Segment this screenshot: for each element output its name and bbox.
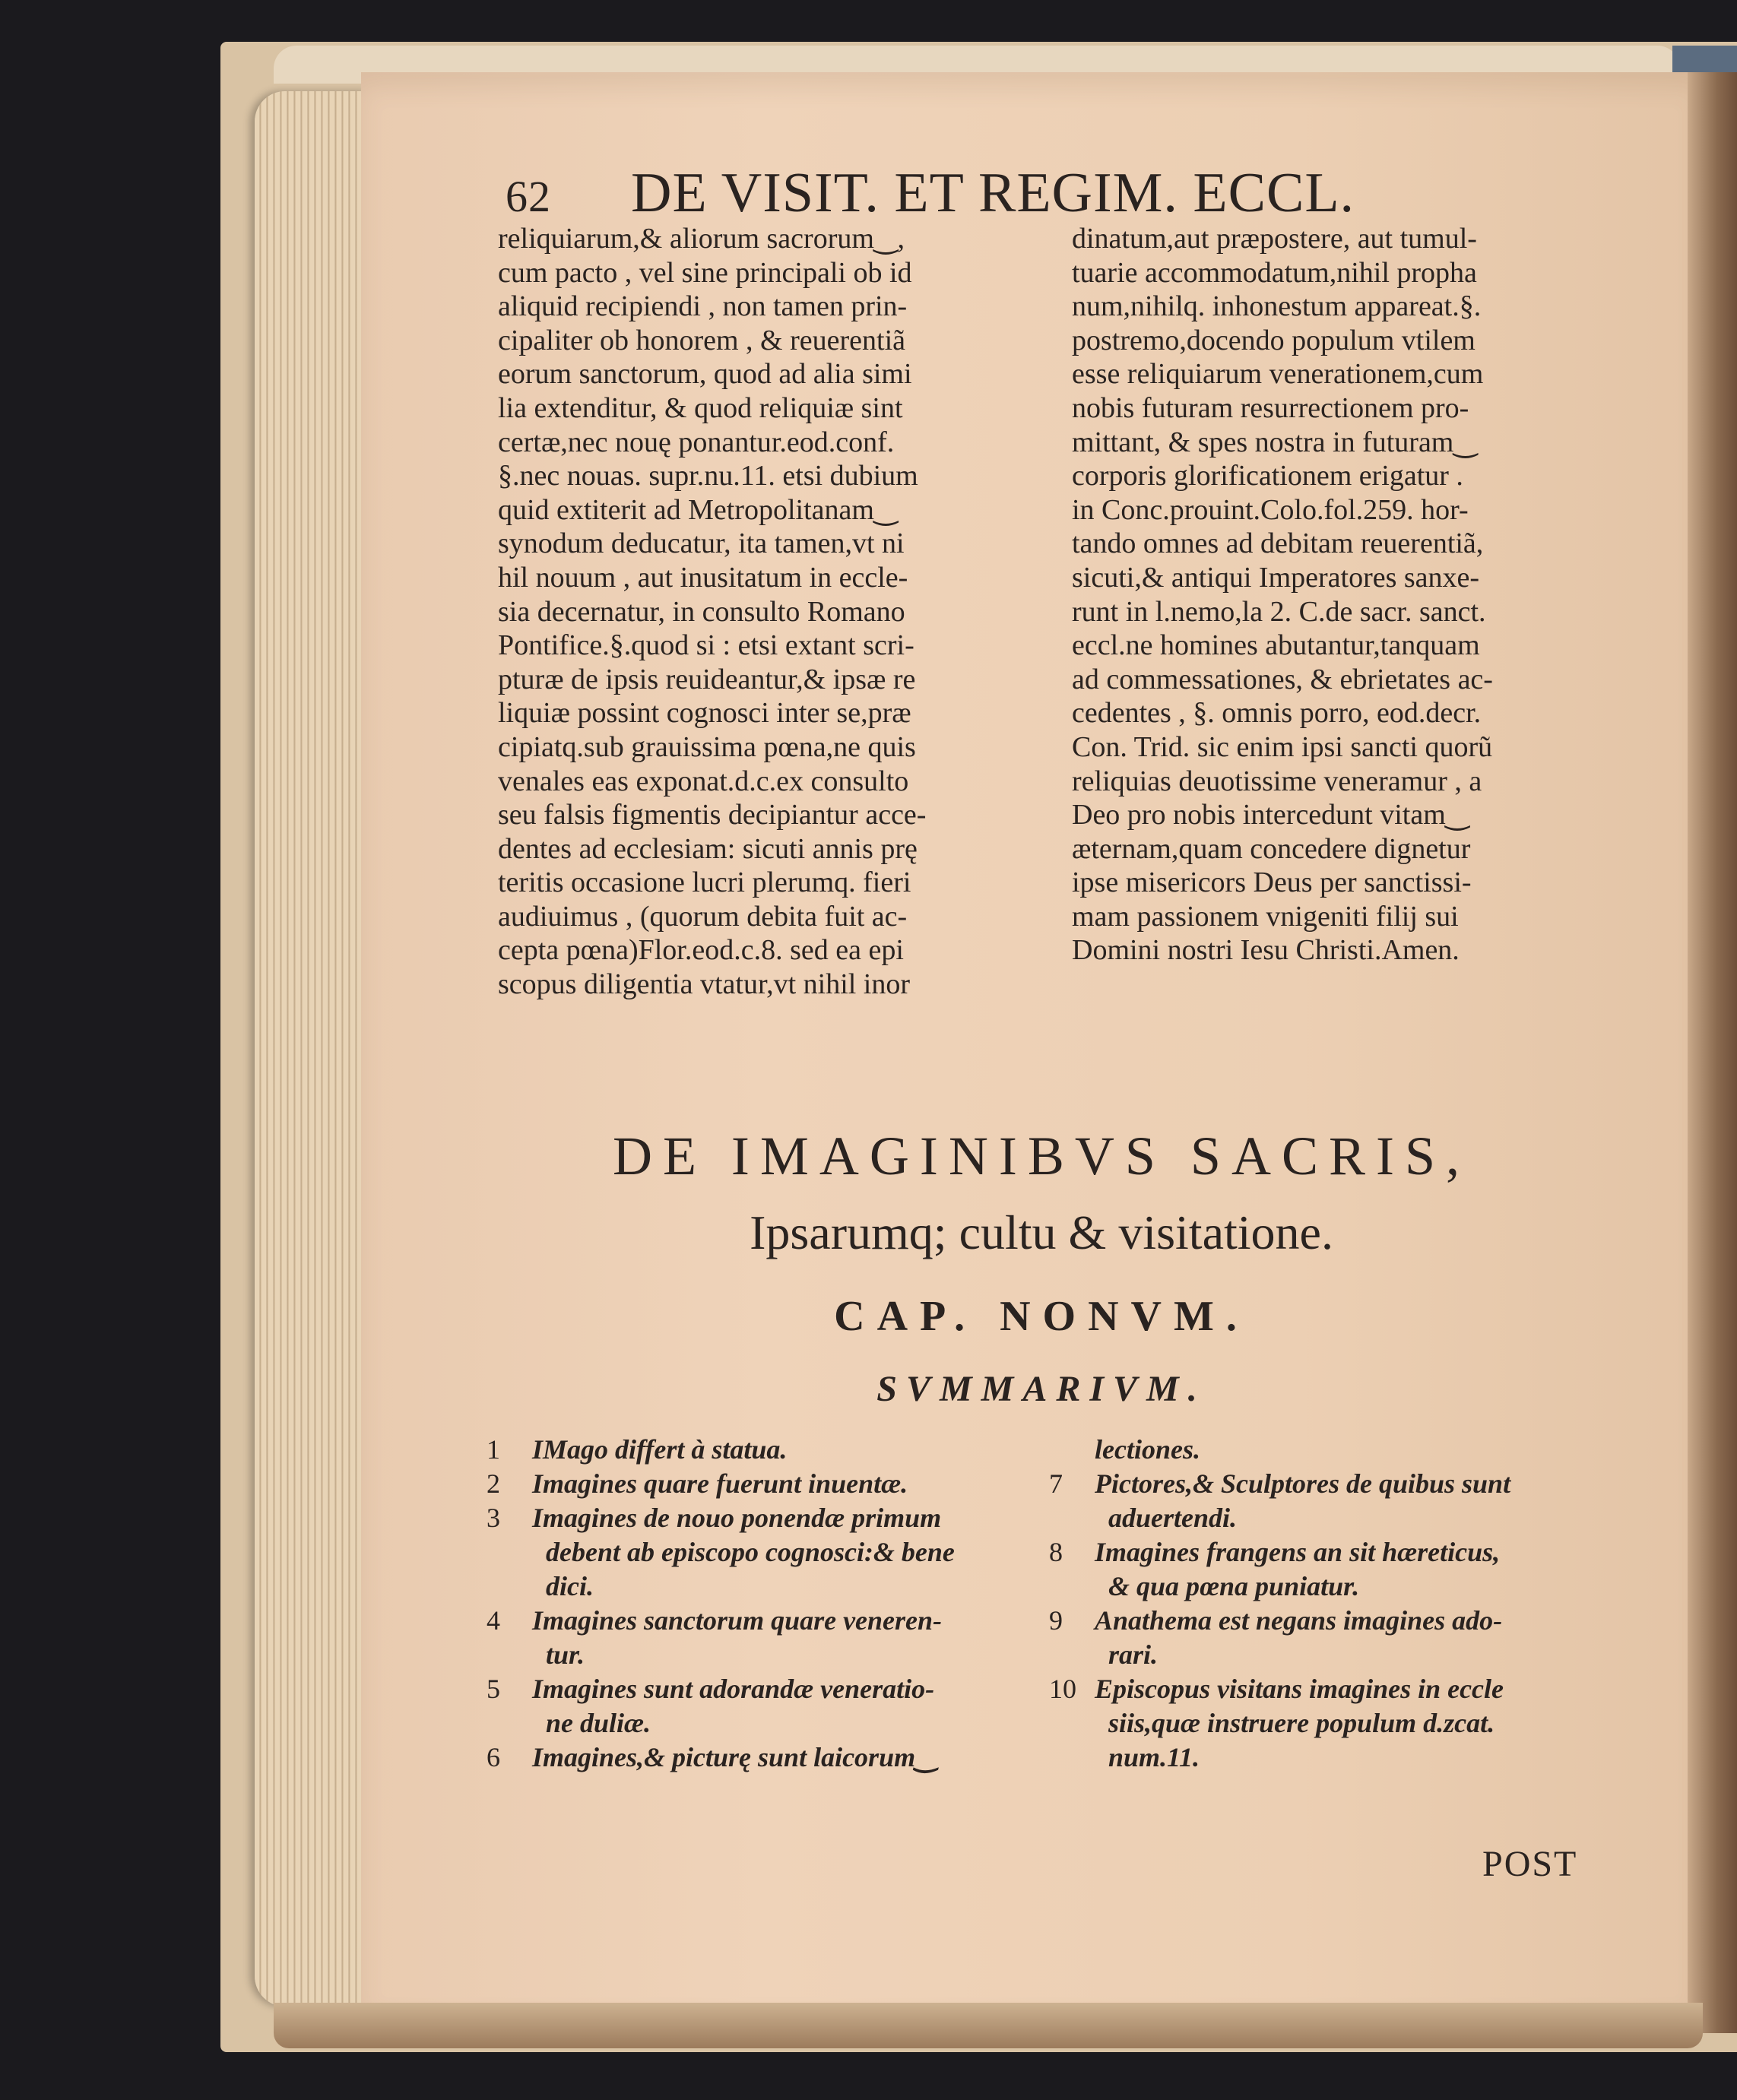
text-line: cipaliter ob honorem , & reuerentiã [498,324,906,356]
text-line: in Conc.prouint.Colo.fol.259. hor- [1072,493,1469,526]
text-line: dinatum,aut præpostere, aut tumul- [1072,223,1477,255]
text-line: runt in l.nemo,la 2. C.de sacr. sanct. [1072,595,1486,628]
text-line: eorum sanctorum, quod ad alia simi [498,358,912,391]
chapter-title: DE IMAGINIBVS SACRIS, [612,1126,1471,1186]
summary-item-text: Pictores,& Sculptores de quibus sunt aduertendi. [1095,1468,1511,1533]
text-line: cedentes , §. omnis porro, eod.decr. [1072,697,1482,730]
running-title: DE VISIT. ET REGIM. ECCL. [631,162,1355,224]
text-line: cepta pœna)Flor.eod.c.8. sed ea epi [498,934,904,967]
page-number: 62 [506,172,551,221]
summary-item-text: Imagines,& picturę sunt laicorum‿ [532,1742,938,1772]
summary-item [487,1433,1049,1467]
book-gutter [1688,72,1737,2033]
text-line: synodum deducatur, ita tamen,vt ni [498,527,905,560]
text-line: cipiatq.sub grauissima pœna,ne quis [498,730,916,763]
summary-right-column [1049,1433,1627,1775]
text-line: sia decernatur, in consulto Romano [498,595,905,628]
text-line: num,nihilq. inhonestum appareat.§. [1072,290,1482,323]
summary-item [487,1604,1049,1672]
text-line: tuarie accommodatum,nihil propha [1072,256,1477,289]
text-line: quid extiterit ad Metropolitanam‿ [498,493,898,526]
text-line: æternam,quam concedere dignetur [1072,832,1471,865]
summary-item-number: 3 [487,1503,500,1533]
text-line: dentes ad ecclesiam: sicuti annis prę [498,832,918,865]
text-line: ad commessationes, & ebrietates ac- [1072,663,1493,695]
summary-item-text: lectiones. [1095,1434,1200,1465]
summary-item-number: 1 [487,1434,500,1465]
page-edges [255,91,369,2007]
text-line: ipse misericors Deus per sanctissi- [1072,866,1472,899]
summary-item [1049,1535,1627,1604]
text-line: eccl.ne homines abutantur,tanquam [1072,629,1480,662]
text-line: postremo,docendo populum vtilem [1072,324,1475,356]
text-line: mittant, & spes nostra in futuram‿ [1072,426,1477,458]
summary-item-text: Imagines sunt adorandæ veneratio- ne duliæ. [532,1674,935,1738]
text-line: scopus diligentia vtatur,vt nihil inor [498,968,911,1001]
text-line: seu falsis figmentis decipiantur acce- [498,799,927,831]
summary-item-number: 9 [1049,1605,1063,1636]
summary-item-text: Imagines quare fuerunt inuentæ. [532,1468,908,1499]
summary-item [1049,1604,1627,1672]
summary-item-number: 7 [1049,1468,1063,1499]
summary-item-text: Imagines de nouo ponendæ primum debent ab episcopo cognosci:& bene dici. [532,1503,955,1601]
text-line: hil nouum , aut inusitatum in eccle- [498,561,908,594]
text-line: aliquid recipiendi , non tamen prin- [498,290,908,323]
text-line: sicuti,& antiqui Imperatores sanxe- [1072,561,1480,594]
text-line: tando omnes ad debitam reuerentiã, [1072,527,1484,560]
summary-item-number [1049,1433,1095,1467]
summary-item [1049,1467,1627,1535]
text-line: Deo pro nobis intercedunt vitam‿ [1072,799,1469,831]
summary-item-text: Episcopus visitans imagines in eccle siis,quæ instruere populum d.zcat. num.11. [1095,1674,1504,1772]
summary-item-text: Imagines sanctorum quare veneren- tur. [532,1605,943,1670]
summary-heading: SVMMARIVM. [876,1369,1206,1409]
summary-item-text: Imagines frangens an sit hæreticus, & qua pœna puniatur. [1095,1537,1501,1601]
summary-item-number: 6 [487,1742,500,1772]
text-line: Domini nostri Iesu Christi.Amen. [1072,934,1460,967]
text-line: audiuimus , (quorum debita fuit ac- [498,900,908,933]
summary-item-text: Anathema est negans imagines ado- rari. [1095,1605,1503,1670]
catchword: POST [1482,1844,1578,1884]
text-line: liquiæ possint cognosci inter se,præ [498,697,911,730]
summary-item-text: IMago differt à statua. [532,1434,788,1465]
summary-item-number: 4 [487,1605,500,1636]
chapter-number: CAP. NONVM. [834,1293,1249,1340]
summary-left-column [487,1433,1049,1775]
page-bottom-edge [274,2003,1703,2048]
chapter-subtitle: Ipsarumq; cultu & visitatione. [750,1205,1333,1259]
summary-item [487,1501,1049,1604]
summary-item-number: 2 [487,1468,500,1499]
left-text-column [498,222,1030,1002]
text-line: §.nec nouas. supr.nu.11. etsi dubium [498,460,918,493]
summary-item [1049,1672,1627,1775]
text-line: certæ,nec nouę ponantur.eod.conf. [498,426,895,458]
text-line: corporis glorificationem erigatur . [1072,460,1463,493]
summary-item [487,1672,1049,1740]
summary-item-number: 8 [1049,1537,1063,1567]
summary-item [1049,1433,1627,1467]
text-line: Con. Trid. sic enim ipsi sancti quorũ [1072,730,1493,763]
text-line: Pontifice.§.quod si : etsi extant scri- [498,629,914,662]
summary-item [487,1467,1049,1501]
text-line: reliquiarum,& aliorum sacrorum‿, [498,223,905,255]
summary-item-number: 10 [1049,1674,1076,1704]
text-line: lia extenditur, & quod reliquiæ sint [498,391,903,424]
summary-item-number: 5 [487,1674,500,1704]
text-line: mam passionem vnigeniti filij sui [1072,900,1459,933]
text-line: nobis futuram resurrectionem pro- [1072,391,1469,424]
text-line: reliquias deuotissime veneramur , a [1072,765,1482,797]
text-line: pturæ de ipsis reuideantur,& ipsæ re [498,663,916,695]
text-line: venales eas exponat.d.c.ex consulto [498,765,909,797]
summary-item [487,1740,1049,1775]
text-line: esse reliquiarum venerationem,cum [1072,358,1484,391]
text-line: cum pacto , vel sine principali ob id [498,256,912,289]
text-line: teritis occasione lucri plerumq. fieri [498,866,911,899]
right-text-column [1072,222,1619,968]
